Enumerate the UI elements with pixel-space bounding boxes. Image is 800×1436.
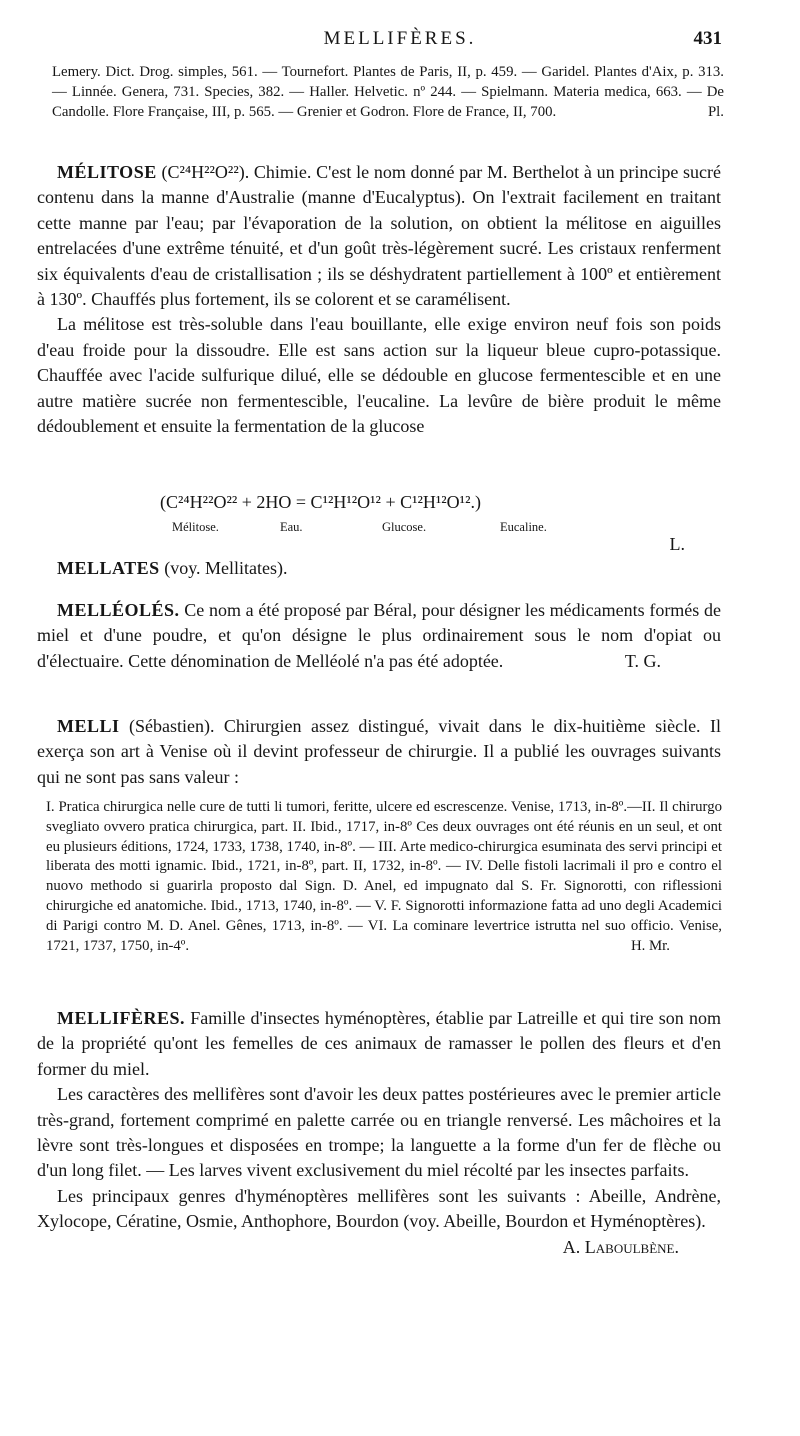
entry-text: Ce nom a été proposé par Béral, pour désigner les médicaments formés de miel et d'une poudre, et qu'on désigne le plus ordinairement sous le nom d'opiat ou d'électuaire. Cette dénomination de Melléolé n'a pas été adoptée.: [37, 600, 721, 671]
entry-heading: MELLIFÈRES.: [57, 1008, 186, 1028]
entry-signature: A. Laboulbène.: [562, 1236, 679, 1257]
entry-melliferes: [37, 1006, 721, 1260]
melli-works-list: [46, 798, 722, 956]
melitose-signature-line: [37, 532, 721, 557]
references-signature: Pl.: [707, 104, 724, 120]
entry-text: Les caractères des mellifères sont d'avoir les deux pattes postérieures avec le premier article très-grand, fortement comprimé en palette carrée ou en triangle renversé. Les mâchoires et la lèvre sont très-longues et disposées en trompe; la languette a la forme d'un fer de flèche ou d'un long filet. — Les larves vivent exclusivement du miel récolté par les insectes parfaits.: [37, 1084, 721, 1181]
entry-heading: MELLATES: [57, 558, 160, 578]
page-number: 431: [693, 28, 722, 49]
entry-heading: MELLÉOLÉS.: [57, 600, 180, 620]
entry-heading: MÉLITOSE: [57, 162, 157, 182]
equation-label: Glucose.: [382, 520, 427, 534]
entry-mellates: [37, 556, 721, 581]
entry-text: (C²⁴H²²O²²). Chimie. C'est le nom donné par M. Berthelot à un principe sucré contenu dans la manne d'Australie (manne d'Eucalyptus). On l'extrait facilement en traitant cette manne par l'eau; par l'évaporation de la solution, on obtient la mélitose en aiguilles entrelacées d'une extrême ténuité, et d'un goût très-légèrement sucré. Les cristaux renferment six équivalents d'eau de cristallisation ; ils se déshydratent partiellement à 100º et entièrement à 130º. Chauffés plus fortement, ils se colorent et se caramélisent.: [37, 162, 722, 310]
entry-text: Les principaux genres d'hyménoptères mellifères sont les suivants : Abeille, Andrène, Xylocope, Cératine, Osmie, Anthophore, Bourdon (voy. Abeille, Bourdon et Hyménoptères).: [37, 1185, 721, 1232]
equation-label: Eau.: [280, 520, 303, 534]
entry-signature: H. Mr.: [630, 937, 670, 954]
entry-text: (voy. Mellitates).: [164, 558, 288, 578]
bibliography-references: [52, 62, 724, 122]
running-title: MELLIFÈRES.: [323, 28, 477, 49]
entry-text: (Sébastien). Chirurgien assez distingué, vivait dans le dix-huitième siècle. Il exerça son art à Venise où il devint professeur de chirurgie. Il a publié les ouvrages suivants qui ne sont pas sans valeur :: [37, 716, 721, 787]
entry-melleoles: [37, 598, 721, 674]
page-header: [0, 22, 800, 52]
works-text: I. Pratica chirurgica nelle cure de tutti li tumori, feritte, ulcere ed escrescenze. Venise, 1713, in-8º.—II. Il chirurgo svegliato ovvero pratica chirurgica, part. II. Ibid., 1717, in-8º Ces deux ouvrages ont été réunis en un seul, et ont eu plusieurs éditions, 1724, 1733, 1738, 1740, in-8º. — III. Arte medico-chirurgica esuminata des servi principi et liberata des motti ignamic. Ibid., 1721, in-8º, part. II, 1732, in-8º. — IV. Delle fistoli lacrimali il pro e contro el nuovo methodo si guarirla proposto dal Sign. D. Anel, ed impugnato dal S. Fr. Signorotti, con riflessioni chirurgiche ed anatomiche. Ibid., 1713, 1740, in-8º. — V. F. Signorotti informazione fatta ad uno degli Academici di Parigi contro M. D. Anel. Gênes, 1713, in-8º. — VI. La cominare levertrice istrutta nel suo officio. Venise, 1721, 1737, 1750, in-4º.: [46, 799, 722, 954]
equation-label: Mélitose.: [172, 520, 219, 534]
entry-signature: T. G.: [624, 650, 661, 671]
entry-text: Famille d'insectes hyménoptères, établie par Latreille et qui tire son nom de la propriété qu'ont les femelles de ces animaux de ramasser le pollen des fleurs et d'en former du miel.: [37, 1008, 721, 1079]
entry-heading: MELLI: [57, 716, 120, 736]
entry-text: La mélitose est très-soluble dans l'eau bouillante, elle exige environ neuf fois son poids d'eau froide pour la dissoudre. Elle est sans action sur la liqueur bleue cupro-potassique. Chauffée avec l'acide sulfurique dilué, elle se dédouble en glucose fermentescible et en une autre matière sucrée non fermentescible, l'eucaline. La levûre de bière produit le même dédoublement et ensuite la fermentation de la glucose: [37, 314, 721, 437]
references-text: Lemery. Dict. Drog. simples, 561. — Tournefort. Plantes de Paris, II, p. 459. — Garidel. Plantes d'Aix, p. 313. — Linnée. Genera, 731. Species, 382. — Haller. Helvetic. nº 244. — Spielmann. Materia medica, 663. — De Candolle. Flore Française, III, p. 565. — Grenier et Godron. Flore de France, II, 700.: [52, 64, 724, 120]
entry-melitose: [37, 160, 721, 439]
entry-signature: L.: [669, 534, 685, 554]
equation-label: Eucaline.: [500, 520, 547, 534]
equation-text: (C²⁴H²²O²² + 2HO = C¹²H¹²O¹² + C¹²H¹²O¹².): [160, 492, 481, 512]
entry-melli: [37, 714, 721, 790]
